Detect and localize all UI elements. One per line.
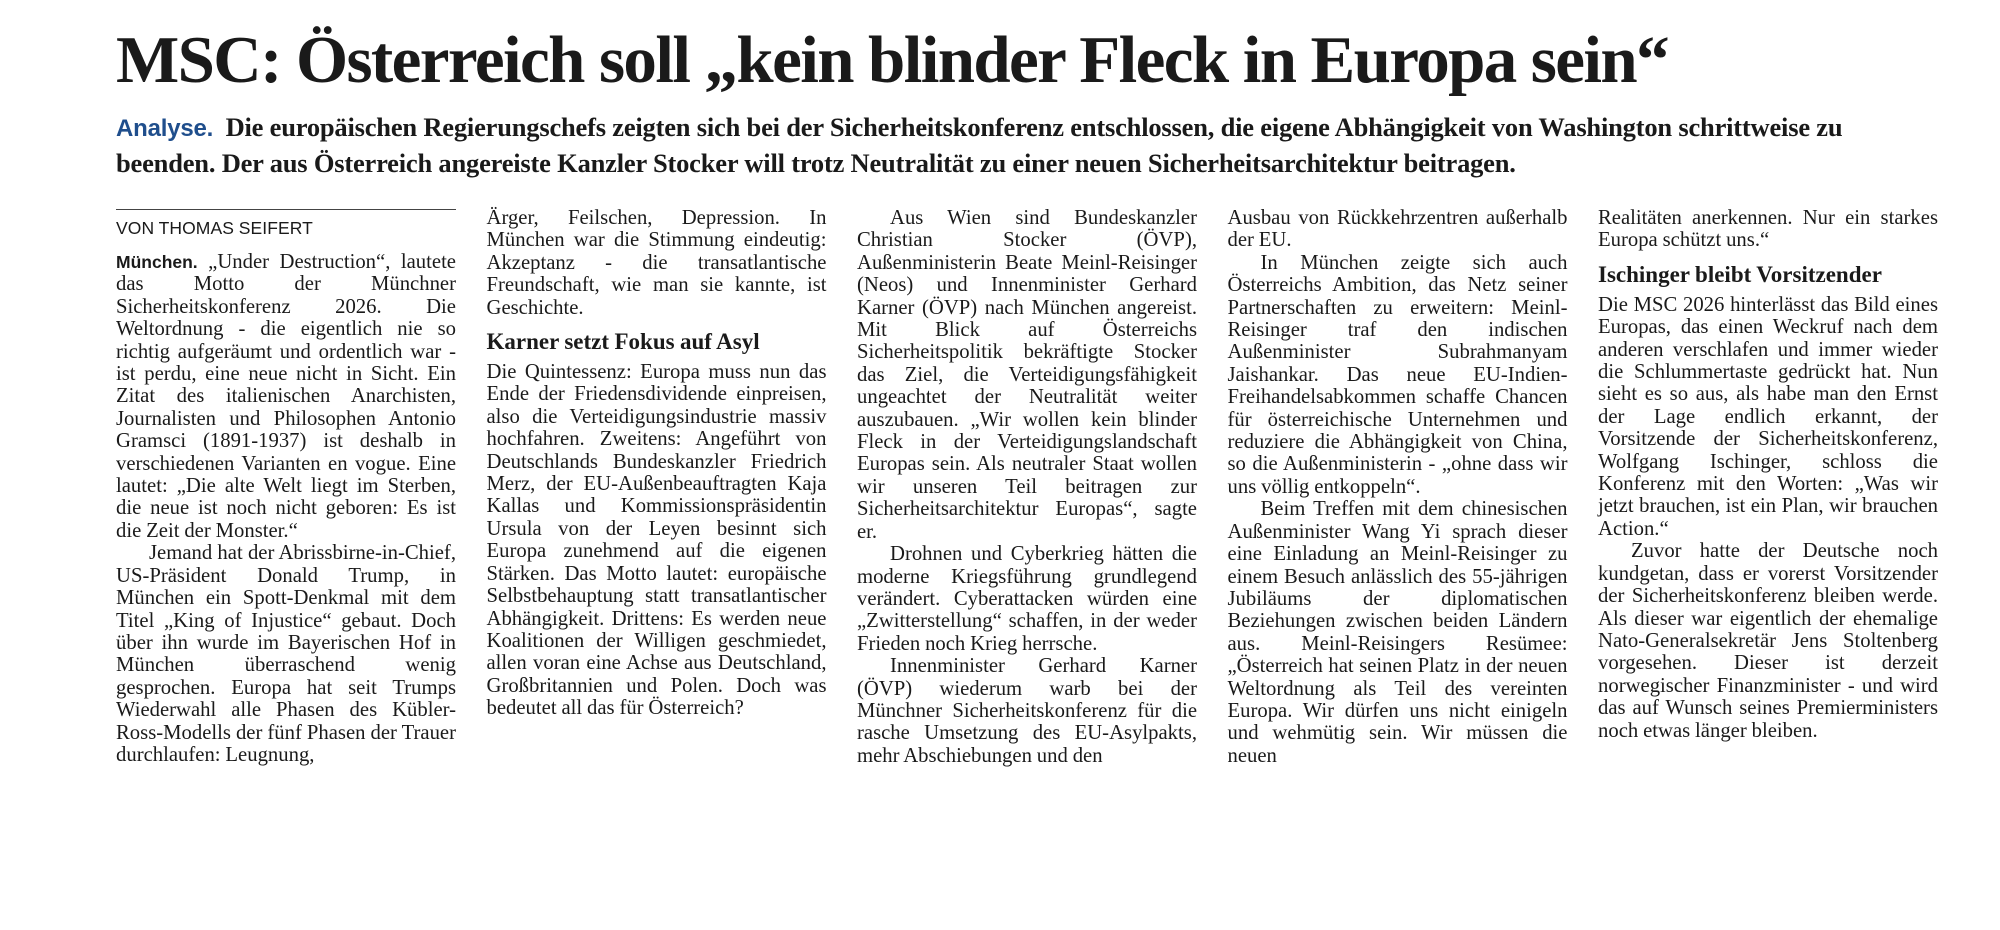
lead-kicker: Analyse. — [116, 115, 214, 142]
lead-text: Die europäischen Regierungschefs zeigten sich bei der Sicherheitskonferenz entschlossen, die eigene Abhängigkeit von Washington schrittweise zu beenden. Der aus Österreich angereiste Kanzler Stocker will trotz Neutralität zu einer neuen Sicherheitsarchitektur beitragen. — [116, 112, 1843, 178]
article-body — [116, 207, 1938, 847]
paragraph: Innenminister Gerhard Karner (ÖVP) wiederum warb bei der Münchner Sicherheitskonferenz für die rasche Umsetzung des EU-Asylpakts, mehr Abschiebungen und den — [857, 655, 1197, 767]
column-5 — [1598, 207, 1938, 847]
paragraph: Realitäten anerkennen. Nur ein starkes Europa schützt uns.“ — [1598, 207, 1938, 252]
paragraph: Ärger, Feilschen, Depression. In München war die Stimmung eindeutig: Akzeptanz - die transatlantische Freundschaft, wie man sie kannte, ist Geschichte. — [486, 207, 827, 319]
paragraph: In München zeigte sich auch Österreichs Ambition, das Netz seiner Partnerschaften zu erweitern: Meinl-Reisinger traf den indischen Außenminister Subrahmanyam Jaishankar. Das neue EU-Indien-Freihandelsabkommen schaffe Chancen für österreichische Unternehmen und reduziere die Abhängigkeit von China, so die Außenministerin - „ohne dass wir uns völlig entkoppeln“. — [1227, 251, 1568, 498]
article-headline: MSC: Österreich soll „kein blinder Fleck in Europa sein“ — [116, 23, 1668, 97]
paragraph: Drohnen und Cyberkrieg hätten die moderne Kriegsführung grundlegend verändert. Cyberattacken würden eine „Zwitterstellung“ schaffen, in der weder Frieden noch Krieg herrsche. — [857, 543, 1197, 655]
paragraph: Die Quintessenz: Europa muss nun das Ende der Friedensdividende einpreisen, also die Verteidigungsindustrie massiv hochfahren. Zweitens: Angeführt von Deutschlands Bundeskanzler Friedrich Merz, der EU-Außenbeauftragten Kaja Kallas und Kommissionspräsidentin Ursula von der Leyen besinnt sich Europa zunehmend auf die eigenen Stärken. Das Motto lautet: europäische Selbstbehauptung statt transatlantischer Abhängigkeit. Drittens: Es werden neue Koalitionen der Willigen geschmiedet, allen voran eine Achse aus Deutschland, Großbritannien und Polen. Doch was bedeutet all das für Österreich? — [486, 361, 827, 720]
column-2 — [487, 207, 827, 847]
paragraph: Zuvor hatte der Deutsche noch kundgetan, dass er vorerst Vorsitzender der Sicherheitskonferenz bleiben werde. Als dieser war eigentlich der ehemalige Nato-Generalsekretär Jens Stoltenberg vorgesehen. Dieser ist derzeit norwegischer Finanzminister - und wird das auf Wunsch seines Premierministers noch etwas länger bleiben. — [1598, 540, 1938, 742]
paragraph: Ausbau von Rückkehrzentren außerhalb der EU. — [1227, 207, 1568, 252]
paragraph: Die MSC 2026 hinterlässt das Bild eines Europas, das einen Weckruf nach dem anderen verschlafen und immer wieder die Schlummertaste gedrückt hat. Nun sieht es so aus, als habe man den Ernst der Lage endlich erkannt, der Vorsitzende der Sicherheitskonferenz, Wolfgang Ischinger, schloss die Konferenz mit den Worten: „Was wir jetzt brauchen, ist ein Plan, wir brauchen Action.“ — [1598, 293, 1938, 540]
subheading-asyl: Karner setzt Fokus auf Asyl — [486, 329, 760, 355]
byline: VON THOMAS SEIFERT — [116, 209, 456, 239]
paragraph-text: „Under Destruction“, lautete das Motto der Münchner Sicherheitskonferenz 2026. Die Weltordnung - die eigentlich nie so richtig aufgeräumt und ordentlich war - ist perdu, eine neue nicht in Sicht. Ein Zitat des italienischen Anarchisten, Journalisten und Philosophen Antonio Gramsci (1891-1937) ist deshalb in verschiedenen Varianten en vogue. Eine lautet: „Die alte Welt liegt im Sterben, die neue ist noch nicht geboren: Es ist die Zeit der Monster.“ — [116, 251, 456, 542]
column-4 — [1228, 207, 1568, 847]
paragraph: Beim Treffen mit dem chinesischen Außenminister Wang Yi sprach dieser eine Einladung an Meinl-Reisinger zu einem Besuch anlässlich des 55-jährigen Jubiläums der diplomatischen Beziehungen zwischen beiden Ländern aus. Meinl-Reisingers Resümee: „Österreich hat seinen Platz in der neuen Weltordnung als Teil des vereinten Europa. Wir dürfen uns nicht einigeln und wehmütig sein. Wir müssen die neuen — [1227, 498, 1568, 767]
paragraph: Aus Wien sind Bundeskanzler Christian Stocker (ÖVP), Außenministerin Beate Meinl-Reisinger (Neos) und Innenminister Gerhard Karner (ÖVP) nach München angereist. Mit Blick auf Österreichs Sicherheitspolitik bekräftigte Stocker das Ziel, die Verteidigungsfähigkeit ungeachtet der Neutralität weiter auszubauen. „Wir wollen kein blinder Fleck in der Verteidigungslandschaft Europas sein. Als neutraler Staat wollen wir unseren Teil beitragen zur Sicherheitsarchitektur Europas“, sagte er. — [857, 207, 1197, 543]
dateline: München. — [116, 252, 198, 272]
column-3 — [857, 207, 1197, 847]
paragraph — [116, 251, 456, 542]
subheading-ischinger: Ischinger bleibt Vorsitzender — [1598, 261, 1882, 287]
paragraph: Jemand hat der Abrissbirne-in-Chief, US-Präsident Donald Trump, in München ein Spott-Denkmal mit dem Titel „King of Injustice“ gebaut. Doch über ihn wurde im Bayerischen Hof in München überraschend wenig gesprochen. Europa hat seit Trumps Wiederwahl alle Phasen des Kübler-Ross-Modells der fünf Phasen der Trauer durchlaufen: Leugnung, — [116, 542, 456, 766]
column-1 — [116, 207, 456, 847]
article-lead — [116, 110, 1896, 181]
